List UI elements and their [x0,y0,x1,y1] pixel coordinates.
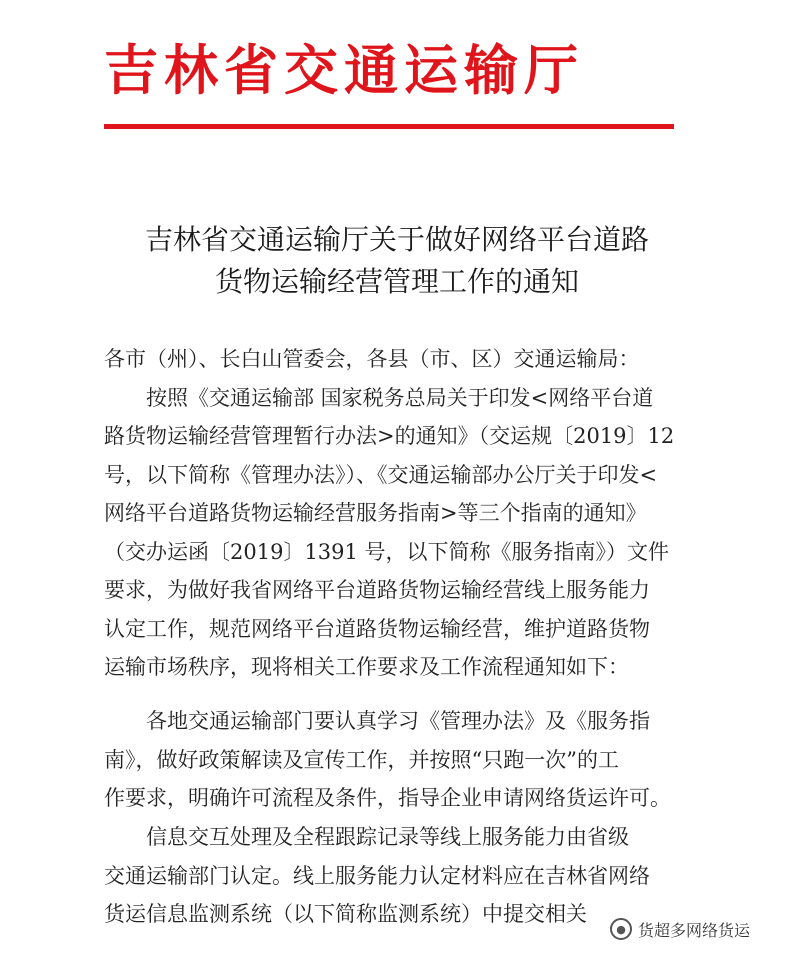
body-line: 网络平台道路货物运输经营服务指南>等三个指南的通知》 [104,501,647,525]
body-line: 作要求，明确许可流程及条件，指导企业申请网络货运许可。 [104,786,671,810]
document-title-line2: 货物运输经营管理工作的通知 [214,265,579,298]
body-line: 要求，为做好我省网络平台道路货物运输经营线上服务能力 [104,578,650,602]
document-body [104,340,675,687]
document-body-continued [104,702,671,818]
body-line: 认定工作，规范网络平台道路货物运输经营，维护道路货物 [104,616,650,641]
body-line: 交通运输部门认定。线上服务能力认定材料应在吉林省网络 [104,863,650,888]
body-line: 信息交互处理及全程跟踪记录等线上服务能力由省级 [104,825,629,849]
watermark [608,914,756,944]
document-title-line1: 吉林省交通运输厅关于做好网络平台道路 [144,223,649,256]
body-line: 南》，做好政策解读及宣传工作，并按照“只跑一次”的工 [104,747,619,772]
letterhead-org-name: 吉林省交通运输厅 [104,39,584,102]
body-line: 各地交通运输部门要认真学习《管理办法》及《服务指 [104,709,650,733]
body-line: 货运信息监测系统（以下简称监测系统）中提交相关 [104,902,587,926]
wechat-channel-icon: ● [610,918,632,940]
letterhead-red-line [104,124,674,129]
body-line: 路货物运输经营管理暂行办法>的通知》（交运规〔2019〕12 [104,424,675,448]
body-line: （交办运函〔2019〕1391 号，以下简称《服务指南》）文件 [104,539,670,564]
watermark-text: 货超多网络货运 [638,920,751,940]
body-line: 按照《交通运输部 国家税务总局关于印发<网络平台道 [104,385,654,410]
document-body-continued-2 [104,818,664,934]
body-line: 号，以下简称《管理办法》）、《交通运输部办公厅关于印发< [104,462,658,487]
body-line: 运输市场秩序，现将相关工作要求及工作流程通知如下： [104,655,629,679]
body-line: 各市（州）、长白山管委会，各县（市、区）交通运输局： [104,347,640,371]
